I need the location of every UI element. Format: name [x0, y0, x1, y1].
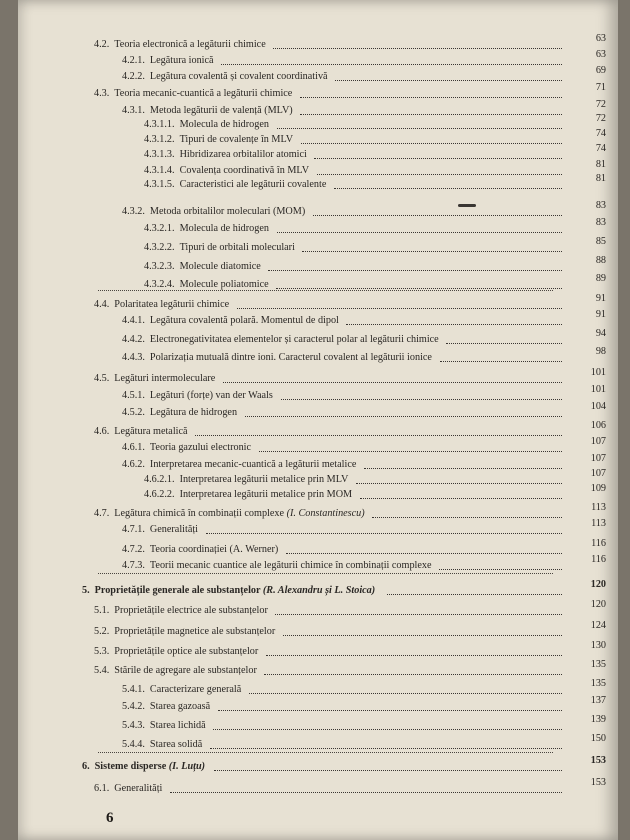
dot-leader — [218, 708, 562, 711]
dot-leader — [206, 531, 562, 534]
entry-page-number: 98 — [595, 346, 606, 357]
entry-number: 4.3.1.5. — [144, 179, 175, 190]
entry-page-number: 107 — [590, 468, 606, 479]
entry-title: Teoria coordinației (A. Werner) — [149, 544, 279, 555]
entry-title: Tipuri de orbitali moleculari — [179, 242, 295, 253]
entry-page-number: 135 — [590, 659, 606, 670]
dot-leader — [277, 230, 562, 233]
entry-page-number: 109 — [590, 483, 606, 494]
entry-page-number: 116 — [591, 554, 606, 565]
dot-leader — [170, 790, 562, 793]
dot-leader — [276, 286, 562, 289]
entry-title: Starea gazoasă — [149, 701, 211, 712]
dot-leader — [273, 46, 562, 49]
entry-page-number: 71 — [595, 82, 606, 93]
entry-title: Teoria electronică a legăturii chimice — [114, 39, 266, 50]
toc-entry — [94, 782, 562, 796]
entry-page-number: 135 — [590, 678, 606, 689]
toc-entry — [144, 118, 562, 132]
entry-title: Legătura de hidrogen — [149, 407, 238, 418]
entry-number: 5.4.4. — [122, 739, 145, 750]
toc-entry — [144, 473, 562, 487]
toc-entry — [122, 333, 562, 347]
entry-number: 5.3. — [94, 646, 110, 657]
entry-page-number: 120 — [590, 599, 606, 610]
entry-title: Legături intermoleculare — [114, 373, 216, 384]
entry-title: Stările de agregare ale substanțelor — [114, 665, 257, 676]
entry-number: 4.6. — [94, 426, 110, 437]
toc-entry — [82, 584, 562, 598]
toc-entry — [122, 351, 562, 365]
toc-entry — [144, 241, 562, 255]
dot-leader — [302, 249, 562, 252]
entry-page-number: 101 — [590, 367, 606, 378]
entry-page-number: 91 — [595, 293, 606, 304]
entry-page-number: 101 — [590, 384, 606, 395]
entry-author: (I. Constantinescu) — [286, 508, 365, 519]
entry-page-number: 130 — [590, 640, 606, 651]
entry-title: Molecule poliatomice — [179, 279, 269, 290]
entry-page-number: 83 — [595, 200, 606, 211]
entry-number: 4.3.2.4. — [144, 279, 175, 290]
entry-number: 4.3.1.1. — [144, 119, 175, 130]
entry-title: Proprietățile magnetice ale substanțelor — [114, 626, 276, 637]
entry-title: Legătura covalentă polară. Momentul de dipol — [149, 315, 339, 326]
entry-title: Sisteme disperse — [94, 761, 167, 772]
entry-title: Tipuri de covalențe în MLV — [179, 134, 294, 145]
entry-number: 4.3.2.1. — [144, 223, 175, 234]
entry-title: Molecule diatomice — [179, 261, 261, 272]
entry-number: 4.3.1.4. — [144, 165, 175, 176]
entry-number: 6. — [82, 761, 90, 772]
toc-entry — [144, 222, 562, 236]
entry-number: 4.5. — [94, 373, 110, 384]
section-divider — [98, 290, 553, 291]
entry-number: 5.2. — [94, 626, 110, 637]
entry-page-number: 150 — [590, 733, 606, 744]
entry-title: Metoda orbitalilor moleculari (MOM) — [149, 206, 306, 217]
dot-leader — [249, 691, 562, 694]
entry-page-number: 81 — [595, 159, 606, 170]
dot-leader — [283, 633, 562, 636]
section-divider — [98, 573, 553, 574]
entry-number: 5.1. — [94, 605, 110, 616]
entry-number: 4.4.2. — [122, 334, 145, 345]
toc-entry — [94, 664, 562, 678]
dot-leader — [259, 449, 562, 452]
dot-leader — [221, 62, 562, 65]
entry-number: 4.7.3. — [122, 560, 145, 571]
entry-title: Interpretarea legăturii metalice prin MOM — [179, 489, 353, 500]
entry-number: 5.4. — [94, 665, 110, 676]
entry-page-number: 83 — [595, 217, 606, 228]
entry-number: 4.7. — [94, 508, 110, 519]
entry-title: Proprietățile electrice ale substanțelor — [114, 605, 268, 616]
entry-title: Interpretarea mecanic-cuantică a legăturii metalice — [149, 459, 357, 470]
dot-leader — [356, 481, 562, 484]
toc-entry — [122, 104, 562, 118]
dot-leader — [346, 322, 562, 325]
entry-page-number: 94 — [595, 328, 606, 339]
dot-leader — [223, 380, 562, 383]
entry-title: Polaritatea legăturii chimice — [114, 299, 230, 310]
toc-entry — [94, 507, 562, 521]
entry-number: 4.7.1. — [122, 524, 145, 535]
entry-title: Teoria mecanic-cuantică a legăturii chimice — [114, 88, 293, 99]
entry-number: 4.2.2. — [122, 71, 145, 82]
entry-title: Proprietățile optice ale substanțelor — [114, 646, 259, 657]
dot-leader — [300, 112, 562, 115]
entry-title: Hibridizarea orbitalilor atomici — [179, 149, 307, 160]
entry-number: 4.4.3. — [122, 352, 145, 363]
dot-leader — [268, 268, 562, 271]
entry-title: Interpretarea legăturii metalice prin MLV — [179, 474, 349, 485]
entry-number: 4.3.2.2. — [144, 242, 175, 253]
entry-author: (I. Luțu) — [168, 761, 206, 772]
toc-entry — [144, 148, 562, 162]
page-number: 6 — [106, 810, 114, 826]
entry-title: Electronegativitatea elementelor și caracterul polar al legăturii chimice — [149, 334, 439, 345]
dot-leader — [286, 551, 562, 554]
entry-page-number: 107 — [590, 453, 606, 464]
dot-leader — [364, 466, 562, 469]
dot-leader — [277, 126, 562, 129]
entry-page-number: 113 — [591, 518, 606, 529]
toc-entry — [122, 700, 562, 714]
entry-title: Generalități — [149, 524, 199, 535]
entry-page-number: 69 — [595, 65, 606, 76]
dot-leader — [281, 397, 562, 400]
book-page — [18, 0, 618, 840]
entry-title: Metoda legăturii de valență (MLV) — [149, 105, 293, 116]
entry-number: 4.6.2.1. — [144, 474, 175, 485]
toc-entry — [122, 683, 562, 697]
entry-page-number: 104 — [590, 401, 606, 412]
toc-entry — [144, 488, 562, 502]
entry-number: 5.4.1. — [122, 684, 145, 695]
entry-number: 4.3.2.3. — [144, 261, 175, 272]
entry-number: 4.3.2. — [122, 206, 145, 217]
entry-title: Legături (forțe) van der Waals — [149, 390, 273, 401]
dot-leader — [335, 78, 562, 81]
toc-entry — [122, 738, 562, 752]
entry-title: Caracteristici ale legăturii covalente — [179, 179, 327, 190]
entry-title: Legătura covalentă și covalent coordinativă — [149, 71, 328, 82]
entry-page-number: 85 — [595, 236, 606, 247]
entry-author: (R. Alexandru și L. Stoica) — [262, 585, 376, 596]
entry-title: Generalități — [114, 783, 163, 794]
entry-title: Covalența coordinativă în MLV — [179, 165, 310, 176]
entry-number: 4.2. — [94, 39, 110, 50]
entry-title: Teorii mecanic cuantice ale legăturii chimice în combinații complexe — [149, 560, 432, 571]
dot-leader — [237, 306, 562, 309]
toc-entry — [82, 760, 562, 774]
dot-leader — [439, 567, 562, 570]
entry-number: 4.2.1. — [122, 55, 145, 66]
toc-entry — [122, 205, 562, 219]
toc-entry — [122, 389, 562, 403]
entry-page-number: 88 — [595, 255, 606, 266]
entry-page-number: 124 — [590, 620, 606, 631]
entry-title: Starea lichidă — [149, 720, 206, 731]
toc-entry — [94, 425, 562, 439]
dot-leader — [300, 95, 562, 98]
entry-number: 5.4.2. — [122, 701, 145, 712]
toc-entry — [144, 133, 562, 147]
dot-leader — [266, 653, 562, 656]
toc-entry — [94, 604, 562, 618]
entry-page-number: 91 — [595, 309, 606, 320]
entry-page-number: 63 — [595, 33, 606, 44]
entry-number: 4.4. — [94, 299, 110, 310]
dot-leader — [334, 186, 562, 189]
dot-leader — [372, 515, 562, 518]
entry-title: Caracterizare generală — [149, 684, 242, 695]
entry-page-number: 72 — [595, 99, 606, 110]
entry-title: Legătura metalică — [114, 426, 188, 437]
entry-number: 4.5.2. — [122, 407, 145, 418]
dot-leader — [210, 746, 562, 749]
entry-page-number: 113 — [591, 502, 606, 513]
entry-number: 5. — [82, 585, 90, 596]
toc-entry — [122, 441, 562, 455]
entry-number: 4.3.1.3. — [144, 149, 175, 160]
dot-leader — [275, 612, 562, 615]
entry-page-number: 63 — [595, 49, 606, 60]
entry-page-number: 153 — [590, 777, 606, 788]
entry-page-number: 72 — [595, 113, 606, 124]
toc-entry — [94, 38, 562, 52]
entry-page-number: 81 — [595, 173, 606, 184]
entry-title: Polarizația mutuală dintre ioni. Caracterul covalent al legăturii ionice — [149, 352, 432, 363]
toc-entry — [94, 645, 562, 659]
entry-title: Molecula de hidrogen — [179, 119, 269, 130]
entry-page-number: 106 — [590, 420, 606, 431]
toc-entry — [122, 719, 562, 733]
section-divider — [98, 752, 553, 753]
entry-page-number: 153 — [590, 755, 606, 766]
entry-page-number: 89 — [595, 273, 606, 284]
toc-entry — [122, 54, 562, 68]
entry-number: 4.4.1. — [122, 315, 145, 326]
dot-leader — [245, 414, 562, 417]
toc-entry — [122, 458, 562, 472]
entry-title: Starea solidă — [149, 739, 203, 750]
entry-page-number: 116 — [591, 538, 606, 549]
toc-entry — [122, 314, 562, 328]
dot-leader — [264, 672, 562, 675]
dot-leader — [301, 141, 562, 144]
entry-title: Legătura chimică în combinații complexe — [114, 508, 285, 519]
dot-leader — [213, 727, 562, 730]
entry-number: 5.4.3. — [122, 720, 145, 731]
toc-entry — [122, 70, 562, 84]
toc-entry — [94, 298, 562, 312]
dot-leader — [440, 359, 563, 362]
dot-leader — [387, 592, 562, 595]
toc-entry — [122, 523, 562, 537]
dot-leader — [314, 156, 562, 159]
dot-leader — [195, 433, 562, 436]
entry-number: 4.5.1. — [122, 390, 145, 401]
entry-number: 4.3.1. — [122, 105, 145, 116]
dot-leader — [446, 341, 562, 344]
entry-number: 6.1. — [94, 783, 110, 794]
toc-entry — [94, 372, 562, 386]
entry-number: 4.6.2. — [122, 459, 145, 470]
entry-number: 4.7.2. — [122, 544, 145, 555]
entry-number: 4.3.1.2. — [144, 134, 175, 145]
dot-leader — [360, 496, 562, 499]
ink-smudge — [458, 204, 476, 207]
toc-entry — [122, 543, 562, 557]
toc-entry — [122, 406, 562, 420]
dot-leader — [214, 768, 562, 771]
entry-page-number: 74 — [595, 143, 606, 154]
toc-entry — [144, 178, 562, 192]
entry-number: 4.6.2.2. — [144, 489, 175, 500]
toc-entry — [94, 87, 562, 101]
dot-leader — [313, 213, 562, 216]
entry-page-number: 120 — [590, 579, 606, 590]
entry-page-number: 74 — [595, 128, 606, 139]
entry-title: Proprietățile generale ale substanțelor — [94, 585, 261, 596]
toc-entry — [144, 260, 562, 274]
entry-title: Molecula de hidrogen — [179, 223, 269, 234]
table-of-contents — [18, 0, 618, 840]
entry-page-number: 137 — [590, 695, 606, 706]
entry-title: Legătura ionică — [149, 55, 214, 66]
entry-number: 4.3. — [94, 88, 110, 99]
toc-entry — [122, 559, 562, 573]
entry-page-number: 139 — [590, 714, 606, 725]
entry-page-number: 107 — [590, 436, 606, 447]
dot-leader — [317, 172, 562, 175]
toc-entry — [144, 164, 562, 178]
entry-title: Teoria gazului electronic — [149, 442, 252, 453]
entry-number: 4.6.1. — [122, 442, 145, 453]
toc-entry — [94, 625, 562, 639]
